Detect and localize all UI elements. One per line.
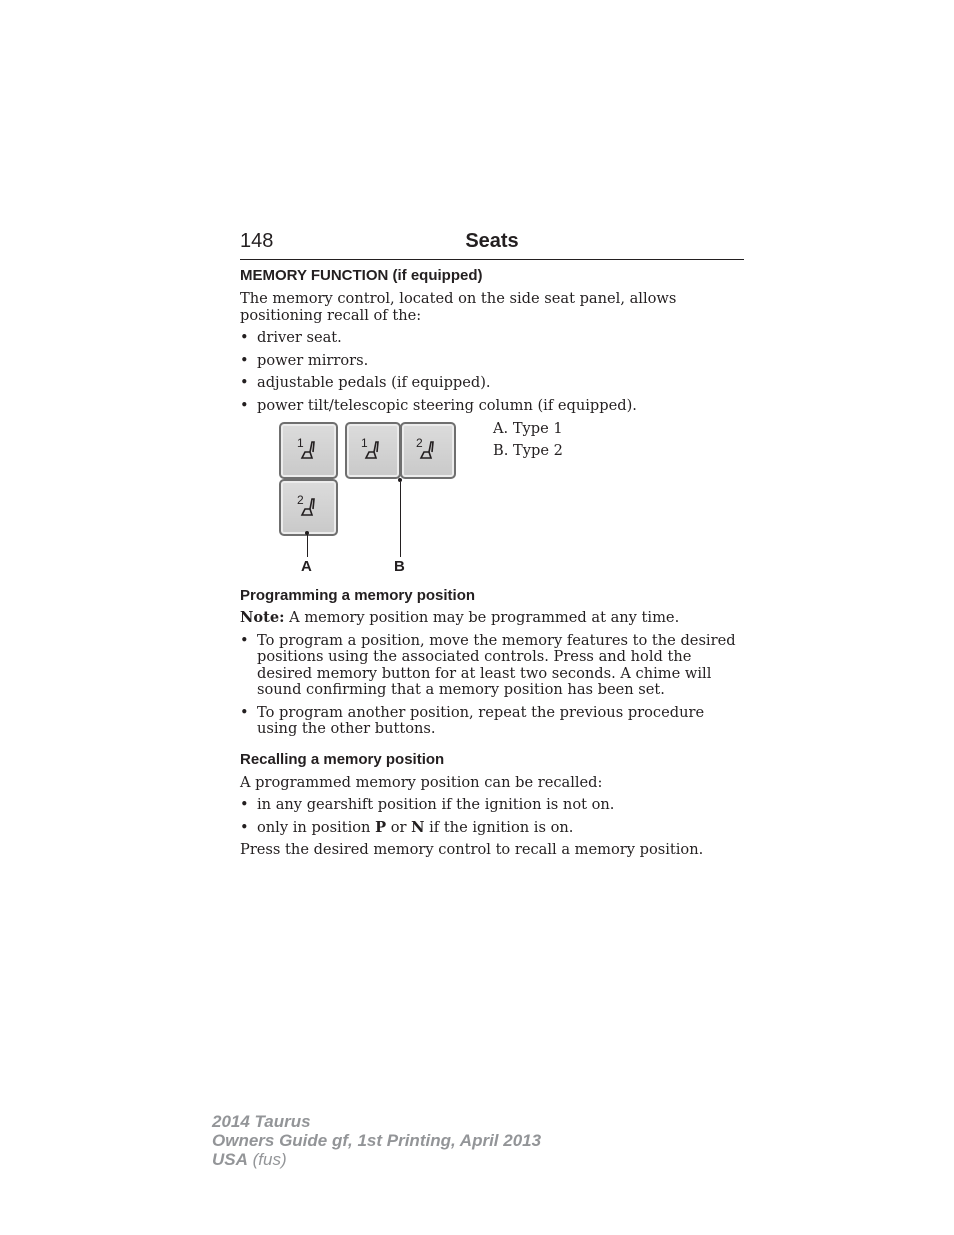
seat-icon (360, 436, 386, 466)
list-item (240, 820, 744, 837)
seat-icon (415, 436, 441, 466)
seat-icon (296, 493, 322, 523)
section-title: Seats (465, 230, 519, 252)
memory-function-heading: MEMORY FUNCTION (if equipped) (240, 267, 483, 284)
recalling-closing: Press the desired memory control to recall a memory position. (240, 841, 704, 858)
figure-legend (493, 418, 563, 462)
callout-line-a (307, 535, 308, 557)
list-item: • adjustable pedals (if equipped). (240, 375, 744, 392)
memory-buttons-figure (240, 418, 744, 583)
footer-region: USA (212, 1150, 248, 1169)
footer-line-1: 2014 Taurus (212, 1112, 311, 1131)
page-footer (212, 1112, 541, 1169)
list-item-text: if the ignition is on. (424, 818, 574, 836)
gear-position-n: N (411, 818, 425, 836)
note-label: Note: (240, 609, 285, 626)
note-text: A memory position may be programmed at any time. (284, 609, 680, 626)
svg-text:1: 1 (361, 435, 368, 450)
programming-heading: Programming a memory position (240, 587, 476, 604)
list-item-text: only in position (257, 818, 376, 836)
list-item: • To program another position, repeat the previous procedure using the other buttons. (240, 705, 744, 738)
memory-button-1-type1 (279, 422, 338, 479)
memory-function-intro: The memory control, located on the side seat panel, allows positioning recall of the: (240, 290, 677, 324)
recalling-intro: A programmed memory position can be recalled: (240, 773, 603, 791)
list-item: • power tilt/telescopic steering column (if equipped). (240, 398, 744, 415)
legend-b: B. Type 2 (493, 442, 563, 459)
footer-line-3 (212, 1150, 541, 1169)
list-item: • power mirrors. (240, 353, 744, 370)
memory-button-2-type2 (400, 422, 456, 479)
callout-label-a: A (301, 558, 312, 575)
memory-button-1-type2 (345, 422, 401, 479)
programming-list (240, 633, 744, 738)
callout-dot-b (398, 478, 402, 482)
recalling-heading: Recalling a memory position (240, 750, 445, 768)
memory-function-list (240, 330, 744, 414)
svg-text:2: 2 (296, 492, 304, 507)
list-item: • driver seat. (240, 330, 744, 347)
list-item: • in any gearshift position if the ignition is not on. (240, 797, 744, 814)
footer-code: (fus) (247, 1150, 287, 1169)
legend-a: A. Type 1 (493, 420, 563, 437)
list-item-text: or (386, 818, 412, 836)
page-header (240, 228, 744, 260)
gear-position-p: P (375, 818, 387, 836)
page-content (240, 267, 744, 859)
footer-line-2: Owners Guide gf, 1st Printing, April 2013 (212, 1131, 542, 1150)
recalling-list (240, 797, 744, 836)
svg-text:2: 2 (416, 435, 423, 450)
callout-line-b (400, 482, 401, 557)
callout-dot-a (305, 531, 309, 535)
seat-icon (296, 436, 322, 466)
svg-text:1: 1 (296, 435, 304, 450)
callout-label-b: B (394, 558, 405, 575)
list-item: • To program a position, move the memory features to the desired positions using the associated controls. Press and hold the desired memory button for at least two seconds. A chime will sound confirming that a memory position has been set. (240, 633, 744, 699)
programming-note (240, 610, 744, 627)
memory-button-2-type1 (279, 479, 338, 536)
page-number: 148 (240, 230, 274, 252)
